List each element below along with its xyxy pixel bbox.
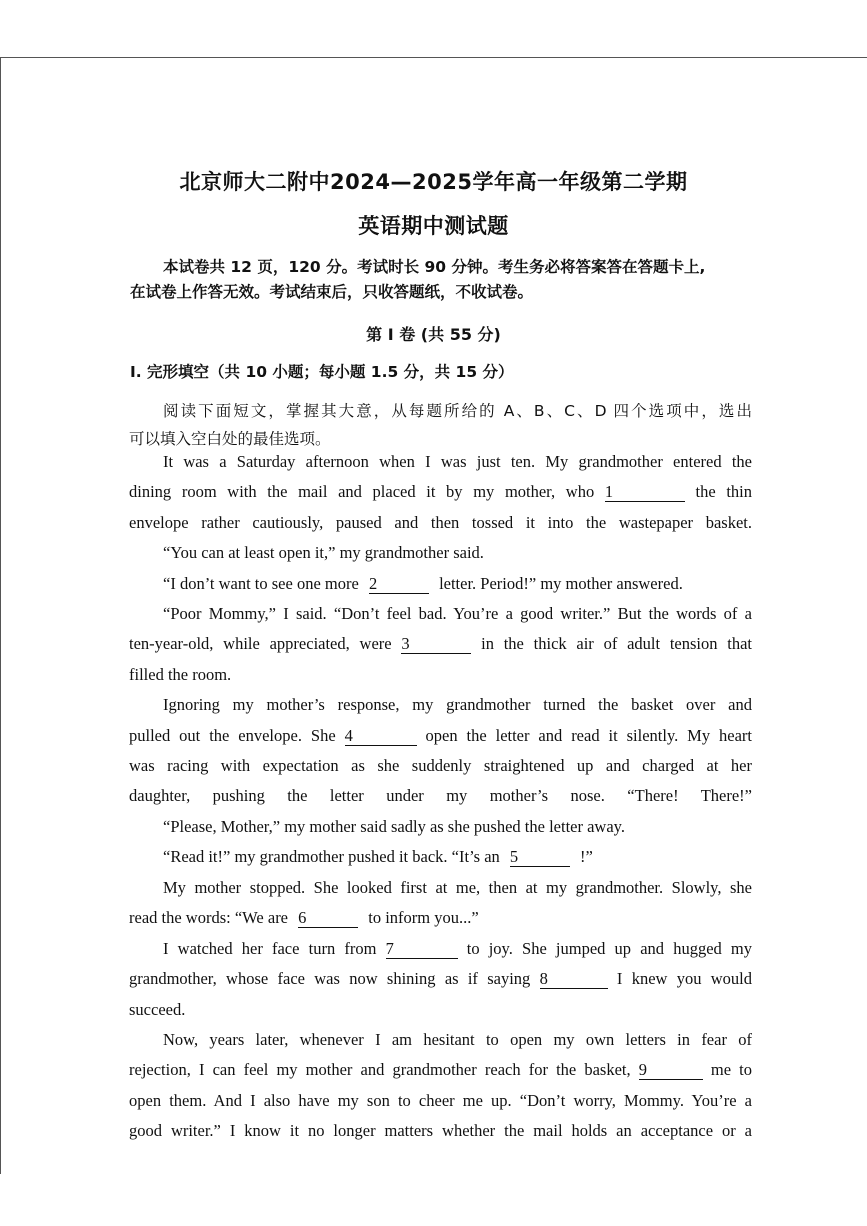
passage-line [129,632,752,656]
passage-text: open the letter and read it silently. My heart [425,726,753,745]
blank-2: 2 [369,574,429,594]
part-title: 第 Ⅰ 卷 (共 55 分) [366,325,501,344]
section-title: I. 完形填空（共 10 小题；每小题 1.5 分，共 15 分） [130,363,514,381]
passage-line: “Please, Mother,” my mother said sadly as she pushed the letter away. [163,817,625,836]
passage-line: envelope rather cautiously, paused and then tossed it into the wastepaper basket. [129,513,752,532]
passage-line: filled the room. [129,665,232,684]
passage-line: open them. And I also have my son to cheer me up. “Don’t worry, Mommy. You’re a [129,1091,752,1110]
passage-line: It was a Saturday afternoon when I was just ten. My grandmother entered the [163,452,752,471]
passage-line: Ignoring my mother’s response, my grandmother turned the basket over and [163,695,752,714]
passage-text: the thin [695,482,753,501]
blank-3: 3 [401,634,471,654]
passage-line [163,937,752,961]
passage-line [129,724,752,748]
passage-text: read the words: “We are [129,908,289,927]
exam-notice-line-2: 在试卷上作答无效。考试结束后，只收答题纸，不收试卷。 [130,283,534,301]
exam-notice-line-1: 本试卷共 12 页，120 分。考试时长 90 分钟。考生务必将答案答在答题卡上, [163,258,706,276]
blank-5: 5 [510,847,570,867]
passage-text: rejection, I can feel my mother and grandmother reach for the basket, [129,1060,631,1079]
instructions-line-2: 可以填入空白处的最佳选项。 [129,430,331,448]
blank-1: 1 [605,482,685,502]
passage-text: “Read it!” my grandmother pushed it back. “It’s an [163,847,500,866]
blank-7: 7 [386,939,458,959]
passage-text: I watched her face turn from [163,939,377,958]
passage-line [163,845,752,869]
passage-line: My mother stopped. She looked first at me, then at my grandmother. Slowly, she [163,878,752,897]
exam-subtitle: 英语期中测试题 [358,214,509,238]
passage-line: “Poor Mommy,” I said. “Don’t feel bad. You’re a good writer.” But the words of a [163,604,752,623]
passage-line [129,480,752,504]
blank-6: 6 [298,908,358,928]
passage-text: me to [710,1060,752,1079]
passage-text: “I don’t want to see one more [163,574,359,593]
passage-line [129,967,752,991]
passage-text: dining room with the mail and placed it by my mother, who [129,482,595,501]
passage-text: pulled out the envelope. She [129,726,336,745]
passage-line [163,572,752,596]
passage-line: “You can at least open it,” my grandmother said. [163,543,484,562]
blank-4: 4 [345,726,417,746]
blank-8: 8 [540,969,608,989]
passage-line: daughter, pushing the letter under my mother’s nose. “There! There!” [129,786,752,805]
blank-9: 9 [639,1060,703,1080]
passage-text: !” [580,847,593,866]
passage-text: grandmother, whose face was now shining as if saying [129,969,531,988]
page-border-top [0,57,867,58]
passage-line: Now, years later, whenever I am hesitant to open my own letters in fear of [163,1030,752,1049]
instructions-line-1: 阅读下面短文，掌握其大意，从每题所给的 A、B、C、D 四个选项中，选出 [163,402,752,420]
passage-text: I knew you would [616,969,753,988]
passage-text: to joy. She jumped up and hugged my [466,939,752,958]
passage-line: succeed. [129,1000,186,1019]
passage-text: to inform you...” [368,908,479,927]
passage-line [129,1058,752,1082]
passage-text: ten-year-old, while appreciated, were [129,634,392,653]
passage-text: letter. Period!” my mother answered. [439,574,683,593]
passage-line: good writer.” I know it no longer matters whether the mail holds an acceptance or a [129,1121,752,1140]
passage-text: in the thick air of adult tension that [481,634,753,653]
exam-title: 北京师大二附中2024—2025学年高一年级第二学期 [179,170,688,194]
passage-line [129,906,752,930]
passage-line: was racing with expectation as she suddenly straightened up and charged at her [129,756,752,775]
